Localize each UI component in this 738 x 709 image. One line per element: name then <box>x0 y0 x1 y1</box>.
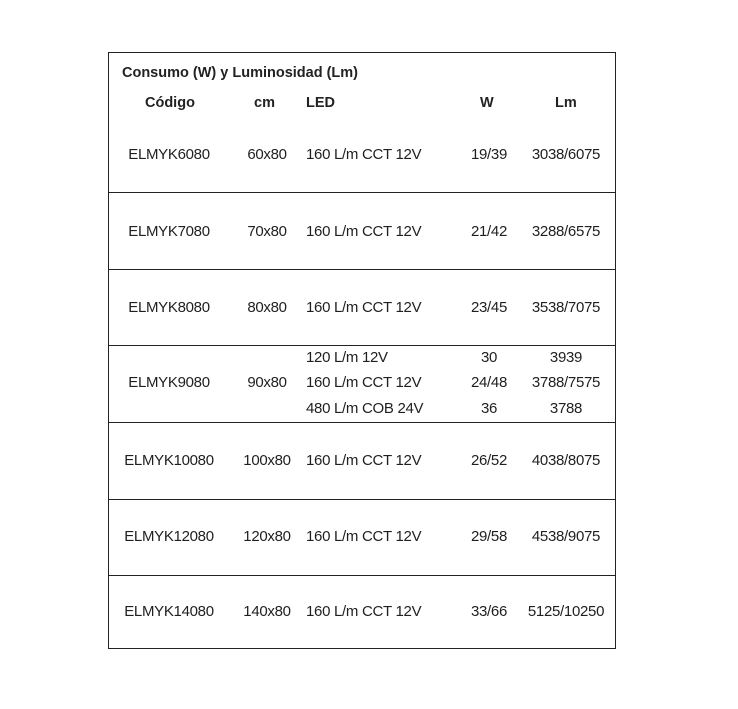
row-w: 26/52 <box>470 452 508 469</box>
row-led: 480 L/m COB 24V <box>306 400 424 417</box>
row-lm: 3788/7575 <box>531 374 601 391</box>
table-row <box>109 575 615 648</box>
row-code: ELMYK10080 <box>124 452 214 469</box>
spec-table <box>108 52 616 649</box>
table-row <box>109 422 615 499</box>
row-led: 160 L/m CCT 12V <box>306 528 422 545</box>
row-led: 160 L/m CCT 12V <box>306 452 422 469</box>
table-row <box>109 499 615 575</box>
row-code: ELMYK8080 <box>128 299 210 316</box>
row-cm: 90x80 <box>247 374 287 391</box>
table-title: Consumo (W) y Luminosidad (Lm) <box>122 65 359 81</box>
row-w: 24/48 <box>470 374 508 391</box>
table-row <box>109 345 615 422</box>
row-led: 120 L/m 12V <box>306 349 388 366</box>
row-code: ELMYK12080 <box>124 528 214 545</box>
row-cm: 80x80 <box>247 299 287 316</box>
row-cm: 70x80 <box>247 223 287 240</box>
row-lm: 3288/6575 <box>531 223 601 240</box>
row-lm: 3788 <box>549 400 583 417</box>
header-code: Código <box>145 95 195 111</box>
row-led: 160 L/m CCT 12V <box>306 374 422 391</box>
row-w: 21/42 <box>470 223 508 240</box>
row-cm: 100x80 <box>243 452 291 469</box>
row-lm: 3038/6075 <box>531 146 601 163</box>
header-cm: cm <box>254 95 275 111</box>
row-code: ELMYK7080 <box>128 223 210 240</box>
row-code: ELMYK6080 <box>128 146 210 163</box>
row-led: 160 L/m CCT 12V <box>306 299 422 316</box>
header-w: W <box>480 95 494 111</box>
row-lm: 4038/8075 <box>531 452 601 469</box>
row-cm: 140x80 <box>243 603 291 620</box>
row-w: 19/39 <box>470 146 508 163</box>
row-w: 23/45 <box>470 299 508 316</box>
row-led: 160 L/m CCT 12V <box>306 146 422 163</box>
table-row <box>109 192 615 269</box>
row-w: 36 <box>480 400 498 417</box>
row-lm: 5125/10250 <box>527 603 605 620</box>
row-w: 33/66 <box>470 603 508 620</box>
row-lm: 4538/9075 <box>531 528 601 545</box>
row-led: 160 L/m CCT 12V <box>306 223 422 240</box>
row-lm: 3538/7075 <box>531 299 601 316</box>
row-code: ELMYK14080 <box>124 603 214 620</box>
header-lm: Lm <box>555 95 577 111</box>
row-lm: 3939 <box>549 349 583 366</box>
row-code: ELMYK9080 <box>128 374 210 391</box>
header-led: LED <box>306 95 335 111</box>
row-led: 160 L/m CCT 12V <box>306 603 422 620</box>
table-row <box>109 53 615 192</box>
row-cm: 60x80 <box>247 146 287 163</box>
row-cm: 120x80 <box>243 528 291 545</box>
row-w: 30 <box>480 349 498 366</box>
row-w: 29/58 <box>470 528 508 545</box>
table-row <box>109 269 615 345</box>
